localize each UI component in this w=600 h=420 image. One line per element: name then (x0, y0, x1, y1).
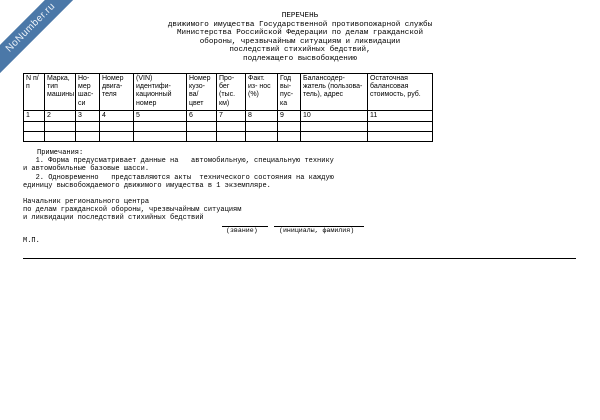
column-header: Остаточная балансовая стоимость, руб. (368, 74, 433, 111)
column-header: Факт. из- нос (%) (246, 74, 278, 111)
table-cell (76, 122, 100, 132)
table-cell (134, 122, 187, 132)
column-header: Но- мер шас- си (76, 74, 100, 111)
table-cell (24, 132, 45, 142)
table-header-row (24, 74, 433, 111)
signature-line: Начальник регионального центра (23, 198, 150, 206)
note-line: и автомобильные базовые шасси. (23, 165, 150, 174)
table-cell (368, 122, 433, 132)
column-number: 3 (76, 111, 100, 122)
title-line: подлежащего высвобождению (243, 54, 357, 63)
column-number: 11 (368, 111, 433, 122)
column-header: Номер кузо- ва/ цвет (187, 74, 217, 111)
column-header: Номер двига- теля (100, 74, 134, 111)
column-header: N п/п (24, 74, 45, 111)
table-cell (246, 132, 278, 142)
table-cell (45, 122, 76, 132)
column-number: 1 (24, 111, 45, 122)
stamp-place: М.П. (23, 237, 40, 245)
table-cell (217, 132, 246, 142)
column-header: Год вы- пус- ка (278, 74, 301, 111)
column-number: 9 (278, 111, 301, 122)
column-number-row (24, 111, 433, 122)
table-cell (368, 132, 433, 142)
table-cell (45, 132, 76, 142)
column-number: 8 (246, 111, 278, 122)
table-cell (301, 122, 368, 132)
watermark-banner: NoNumber.ru (0, 0, 84, 81)
note-line: 1. Форма предусматривает данные на автомобильную, специальную технику (23, 157, 334, 166)
title-line: Министерства Российской Федерации по делам гражданской (176, 29, 424, 38)
note-line: 2. Одновременно представляются акты технического состояния на каждую (23, 173, 334, 182)
table-cell (278, 122, 301, 132)
table-cell (100, 122, 134, 132)
table-row (24, 132, 433, 142)
column-number: 2 (45, 111, 76, 122)
column-number: 6 (187, 111, 217, 122)
table-cell (100, 132, 134, 142)
document-title (0, 12, 600, 64)
column-number: 5 (134, 111, 187, 122)
table-row (24, 122, 433, 132)
title-line: последствий стихийных бедствий, (229, 46, 371, 55)
table-cell (217, 122, 246, 132)
table-cell (134, 132, 187, 142)
table-cell (246, 122, 278, 132)
title-line: обороны, чрезвычайным ситуациям и ликвидации (199, 37, 401, 46)
column-header: Про- бег (тыс. км) (217, 74, 246, 111)
table-cell (301, 132, 368, 142)
column-header: (VIN) идентифи- кационный номер (134, 74, 187, 111)
bottom-divider (23, 258, 576, 259)
table-cell (24, 122, 45, 132)
column-number: 10 (301, 111, 368, 122)
notes-section (23, 149, 383, 190)
column-number: 4 (100, 111, 134, 122)
notes-heading: Примечания: (37, 149, 84, 157)
property-table (23, 73, 433, 142)
note-line: единицу высвобождаемого движимого имущества в 1 экземпляре. (23, 181, 271, 190)
column-header: Марка, тип машины (45, 74, 76, 111)
column-header: Балансодер- жатель (пользова- тель), адрес (301, 74, 368, 111)
rank-label: (звание) (226, 227, 258, 234)
signature-line: и ликвидации последствий стихийных бедствий (23, 214, 204, 223)
signature-block (23, 198, 383, 223)
column-number: 7 (217, 111, 246, 122)
title-line: движимого имущества Государственной противопожарной службы (167, 20, 433, 29)
table-cell (76, 132, 100, 142)
table-cell (278, 132, 301, 142)
table-cell (187, 132, 217, 142)
table-cell (187, 122, 217, 132)
signature-line: по делам гражданской обороны, чрезвычайным ситуациям (23, 206, 242, 215)
name-label: (инициалы, фамилия) (279, 227, 355, 234)
title-line: ПЕРЕЧЕНЬ (281, 12, 319, 20)
